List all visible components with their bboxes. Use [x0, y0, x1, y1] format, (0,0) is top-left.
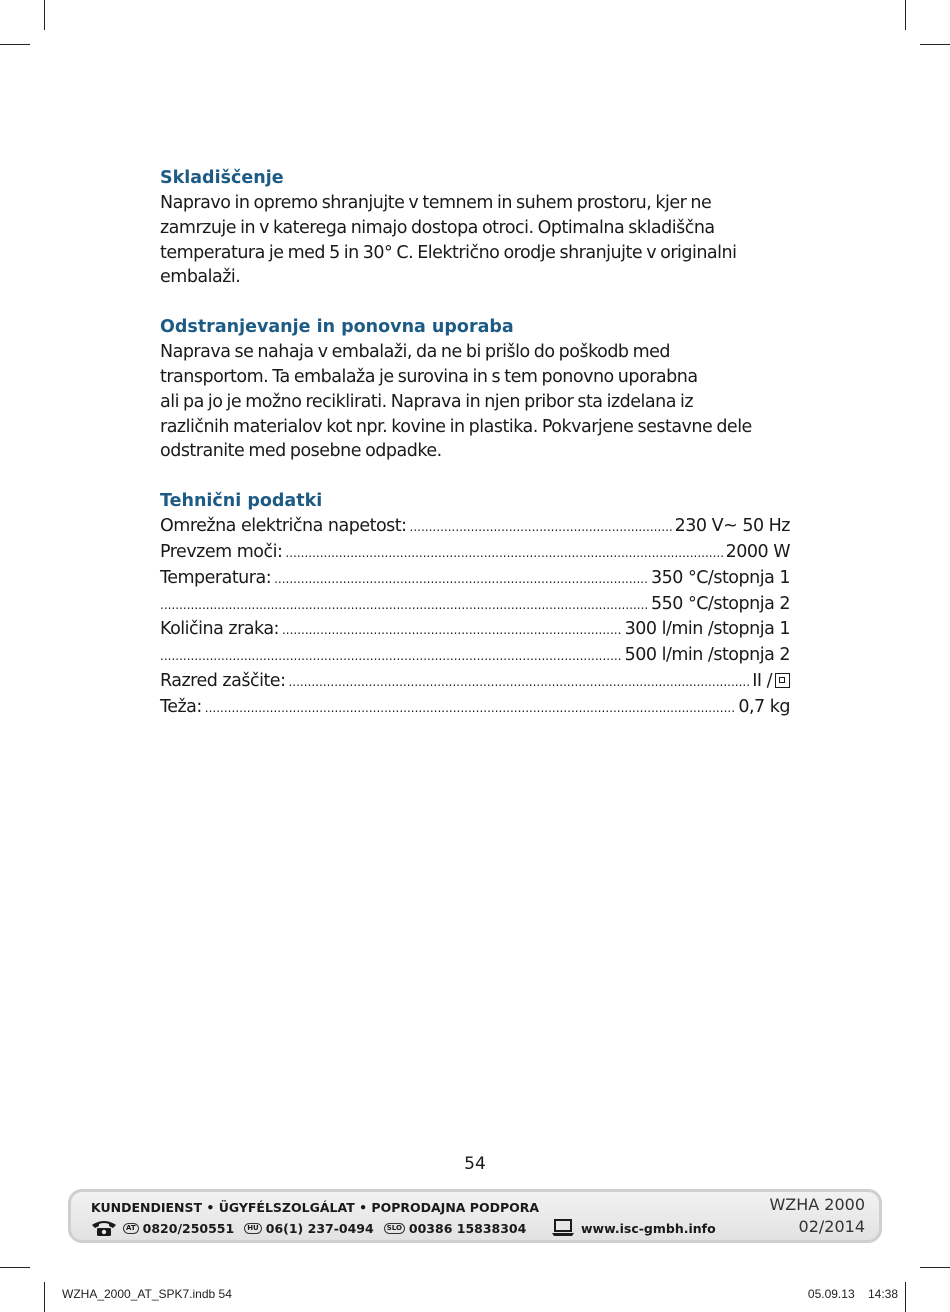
footer-phones [91, 1219, 526, 1237]
section-heading: Odstranjevanje in ponovna uporaba [160, 317, 514, 338]
website-link[interactable]: www.isc-gmbh.info [581, 1220, 716, 1236]
country-badge: AT [123, 1223, 139, 1234]
spec-label: Temperatura: [160, 567, 272, 588]
text-line: Naprava se nahaja v embalaži, da ne bi prišlo do poškodb med [160, 342, 671, 363]
dot-leader [282, 618, 622, 643]
spec-value: 2000 W [725, 541, 790, 562]
print-slug-datetime [808, 1287, 898, 1301]
text-line: temperatura je med 5 in 30° C. Električno orodje shranjujte v originalni [160, 242, 737, 263]
text-line: transportom. Ta embalaža je surovina in s tem ponovno uporabna [160, 366, 698, 387]
crop-mark [905, 0, 906, 30]
section-body [160, 191, 790, 290]
spec-value [752, 669, 790, 694]
crop-mark [920, 1267, 950, 1268]
spec-row-protection-class [160, 669, 790, 695]
text-line: odstranite med posebne odpadke. [160, 441, 442, 462]
footer-title: KUNDENDIENST • ÜGYFÉLSZOLGÁLAT • POPRODAJNA PODPORA [91, 1200, 540, 1215]
spec-row-power [160, 540, 790, 566]
protection-class-text: II / [752, 670, 772, 691]
spec-label: Omrežna električna napetost: [160, 516, 407, 537]
dot-leader [288, 670, 749, 695]
spec-row-temperature-1 [160, 566, 790, 592]
crop-mark [920, 44, 950, 45]
section-heading: Tehnični podatki [160, 491, 323, 512]
dot-leader [160, 593, 648, 618]
country-badge: HU [244, 1223, 262, 1234]
slug-date: 05.09.13 [807, 1287, 855, 1301]
phone-number: 0820/250551 [142, 1220, 235, 1236]
storage-section [160, 166, 790, 290]
spec-label: Količina zraka: [160, 619, 279, 640]
text-line: embalaži. [160, 267, 241, 288]
spec-row-airflow-1 [160, 617, 790, 643]
spec-label: Prevzem moči: [160, 541, 283, 562]
laptop-icon [551, 1219, 575, 1237]
dot-leader [285, 541, 722, 566]
dot-leader [274, 567, 648, 592]
spec-value: 350 °C/stopnja 1 [651, 567, 790, 588]
dot-leader [205, 696, 736, 721]
tech-data-section [160, 489, 790, 720]
telephone-icon [91, 1219, 117, 1237]
text-line: zamrzuje in v katerega nimajo dostopa otroci. Optimalna skladiščna [160, 217, 715, 238]
spec-row-airflow-2 [160, 643, 790, 669]
spec-value: 0,7 kg [738, 696, 790, 717]
country-badge: SLO [384, 1223, 405, 1234]
spec-row-weight [160, 695, 790, 721]
double-insulation-icon [775, 673, 790, 688]
crop-mark [905, 1282, 906, 1312]
spec-value: 550 °C/stopnja 2 [651, 593, 790, 614]
spec-label: Teža: [160, 696, 202, 717]
service-footer [68, 1189, 882, 1243]
spec-row-voltage [160, 514, 790, 540]
model-name: WZHA 2000 [769, 1195, 865, 1214]
dot-leader [160, 644, 622, 669]
dot-leader [410, 515, 672, 540]
spec-value: 230 V~ 50 Hz [674, 516, 790, 537]
phone-number: 00386 15838304 [408, 1220, 527, 1236]
crop-mark [0, 44, 30, 45]
section-body [160, 340, 790, 464]
text-line: ali pa jo je možno reciklirati. Naprava in njen pribor sta izdelana iz [160, 391, 694, 412]
text-line: različnih materialov kot npr. kovine in plastika. Pokvarjene sestavne dele [160, 416, 752, 437]
model-date: 02/2014 [798, 1217, 865, 1236]
footer-website [551, 1219, 716, 1237]
crop-mark [44, 0, 45, 30]
text-line: Napravo in opremo shranjujte v temnem in suhem prostoru, kjer ne [160, 193, 712, 213]
crop-mark [44, 1282, 45, 1312]
page-content [160, 166, 790, 746]
disposal-section [160, 315, 790, 464]
spec-value: 300 l/min /stopnja 1 [624, 619, 790, 640]
model-info [769, 1194, 865, 1238]
spec-row-temperature-2 [160, 592, 790, 618]
section-heading: Skladiščenje [160, 168, 284, 188]
spec-label: Razred zaščite: [160, 670, 286, 691]
crop-mark [0, 1267, 30, 1268]
phone-number: 06(1) 237-0494 [265, 1220, 374, 1236]
print-slug-file: WZHA_2000_AT_SPK7.indb 54 [62, 1287, 232, 1301]
page-number: 54 [464, 1154, 486, 1174]
slug-time: 14:38 [867, 1287, 898, 1301]
spec-value: 500 l/min /stopnja 2 [624, 645, 790, 666]
